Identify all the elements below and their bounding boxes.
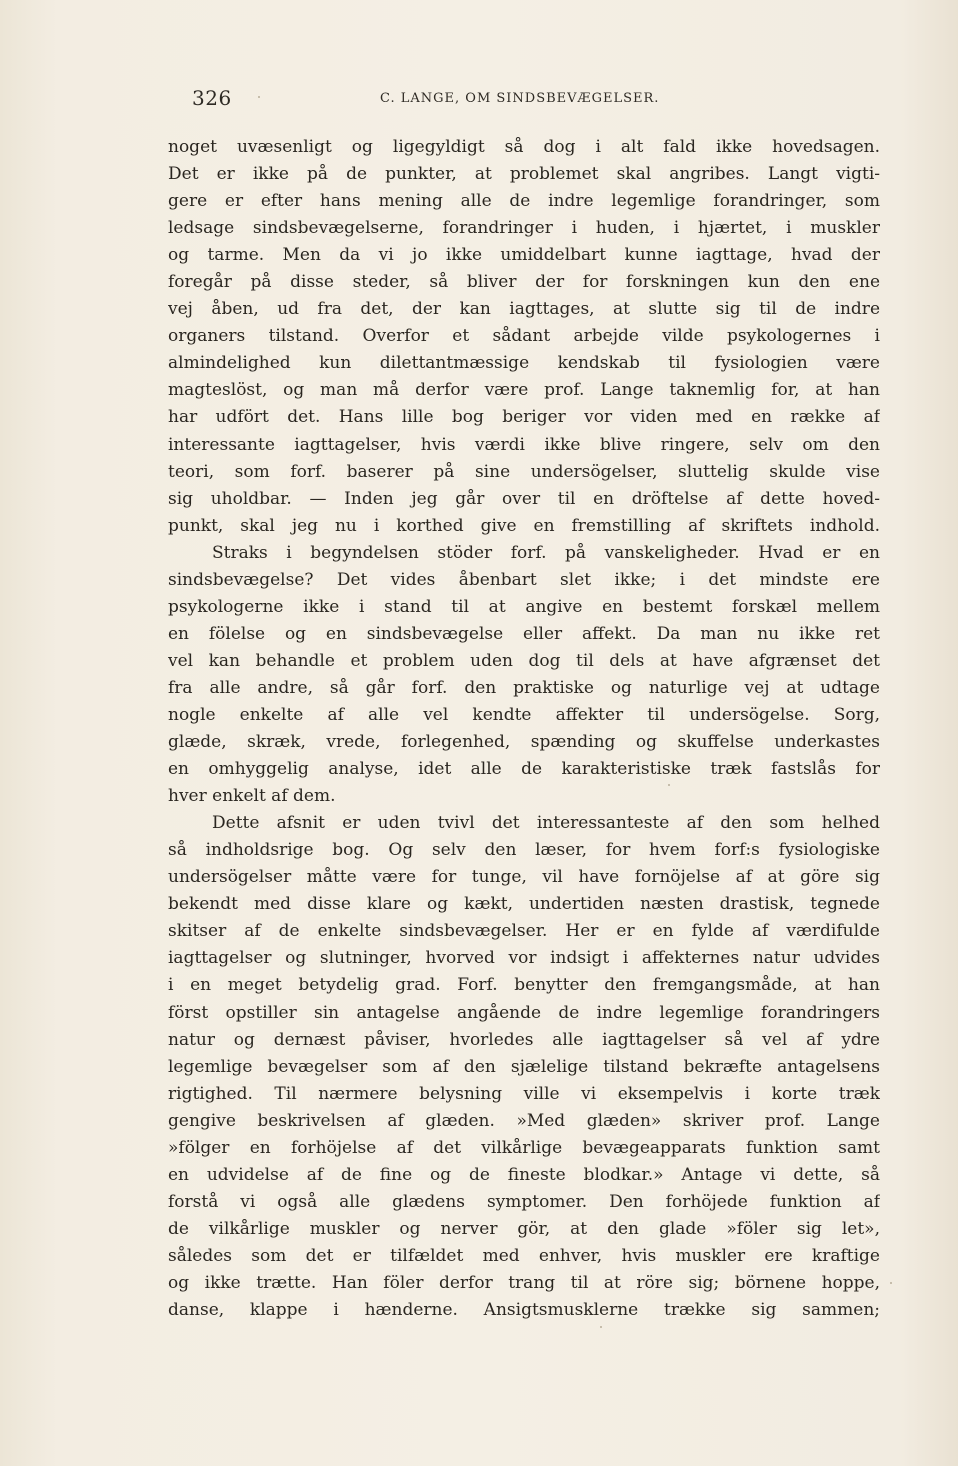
text-line: interessante iagttagelser, hvis værdi ikke blive ringere, selv om den <box>168 434 880 455</box>
text-line: ledsage sindsbevægelserne, forandringer i huden, i hjærtet, i muskler <box>168 218 880 239</box>
paper-speck <box>600 1326 602 1328</box>
text-line: Det er ikke på de punkter, at problemet skal angribes. Langt vigti- <box>168 164 880 185</box>
page-number: 326 <box>192 86 232 110</box>
text-line: vel kan behandle et problem uden dog til dels at have afgrænset det <box>168 650 880 671</box>
page-header <box>168 86 880 116</box>
text-line: en omhyggelig analyse, idet alle de karakteristiske træk fastslås for <box>168 759 880 780</box>
text-line: de vilkårlige muskler og nerver gör, at den glade »föler sig let», <box>168 1218 880 1239</box>
text-line: gengive beskrivelsen af glæden. »Med glæden» skriver prof. Lange <box>168 1110 880 1131</box>
text-line: noget uvæsenligt og ligegyldigt så dog i alt fald ikke hovedsagen. <box>168 137 880 157</box>
text-line: först opstiller sin antagelse angående de indre legemlige forandringers <box>168 1002 880 1023</box>
text-line: og tarme. Men da vi jo ikke umiddelbart kunne iagttage, hvad der <box>168 245 880 266</box>
text-line: almindelighed kun dilettantmæssige kendskab til fysiologien være <box>168 353 880 374</box>
running-head: C. LANGE, OM SINDSBEVÆGELSER. <box>380 91 660 106</box>
text-line: foregår på disse steder, så bliver der for forskningen kun den ene <box>168 272 880 293</box>
text-line: skitser af de enkelte sindsbevægelser. Her er en fylde af værdifulde <box>168 921 880 942</box>
text-line: hver enkelt af dem. <box>168 786 336 807</box>
text-line: vej åben, ud fra det, der kan iagttages, at slutte sig til de indre <box>168 299 880 320</box>
text-line: Straks i begyndelsen stöder forf. på vanskeligheder. Hvad er en <box>212 542 880 563</box>
paper-speck <box>668 784 670 786</box>
text-line: således som det er tilfældet med enhver, hvis muskler ere kraftige <box>168 1245 880 1266</box>
text-line: psykologerne ikke i stand til at angive en bestemt forskæl mellem <box>168 596 880 617</box>
text-line: en fölelse og en sindsbevægelse eller affekt. Da man nu ikke ret <box>168 623 880 644</box>
text-line: magteslöst, og man må derfor være prof. Lange taknemlig for, at han <box>168 380 880 401</box>
text-line: »fölger en forhöjelse af det vilkårlige bevægeapparats funktion samt <box>168 1137 880 1158</box>
text-line: i en meget betydelig grad. Forf. benytter den fremgangsmåde, at han <box>168 975 880 996</box>
text-line: legemlige bevægelser som af den sjælelige tilstand bekræfte antagelsens <box>168 1056 880 1077</box>
text-line: bekendt med disse klare og kækt, undertiden næsten drastisk, tegnede <box>168 894 880 915</box>
text-line: teori, som forf. baserer på sine undersögelser, sluttelig skulde vise <box>168 461 880 482</box>
text-line: sindsbevægelse? Det vides åbenbart slet ikke; i det mindste ere <box>168 569 880 590</box>
text-line: Dette afsnit er uden tvivl det interessanteste af den som helhed <box>212 813 880 834</box>
text-line: iagttagelser og slutninger, hvorved vor indsigt i affekternes natur udvides <box>168 948 880 969</box>
text-line: natur og dernæst påviser, hvorledes alle iagttagelser så vel af ydre <box>168 1029 880 1050</box>
text-line: gere er efter hans mening alle de indre legemlige forandringer, som <box>168 191 880 212</box>
body-text <box>168 134 880 1324</box>
text-line: glæde, skræk, vrede, forlegenhed, spænding og skuffelse underkastes <box>168 732 880 753</box>
text-line: rigtighed. Til nærmere belysning ville vi eksempelvis i korte træk <box>168 1083 880 1104</box>
paper-speck <box>890 1282 892 1284</box>
text-line: fra alle andre, så går forf. den praktiske og naturlige vej at udtage <box>168 677 880 698</box>
text-line: forstå vi også alle glædens symptomer. Den forhöjede funktion af <box>168 1191 880 1212</box>
text-line: og ikke trætte. Han föler derfor trang til at röre sig; börnene hoppe, <box>168 1272 880 1293</box>
text-line: punkt, skal jeg nu i korthed give en fremstilling af skriftets indhold. <box>168 515 880 536</box>
text-line: har udfört det. Hans lille bog beriger vor viden med en række af <box>168 407 880 428</box>
text-line: organers tilstand. Overfor et sådant arbejde vilde psykologernes i <box>168 326 880 347</box>
text-line: undersögelser måtte være for tunge, vil have fornöjelse af at göre sig <box>168 867 880 888</box>
text-line: danse, klappe i hænderne. Ansigtsmusklerne trække sig sammen; <box>168 1300 880 1321</box>
text-line: sig uholdbar. — Inden jeg går over til en dröftelse af dette hoved- <box>168 488 880 509</box>
text-line: nogle enkelte af alle vel kendte affekter til undersögelse. Sorg, <box>168 704 880 725</box>
text-line: en udvidelse af de fine og de fineste blodkar.» Antage vi dette, så <box>168 1164 880 1185</box>
text-line: så indholdsrige bog. Og selv den læser, for hvem forf:s fysiologiske <box>168 840 880 861</box>
paper-speck <box>258 96 260 98</box>
